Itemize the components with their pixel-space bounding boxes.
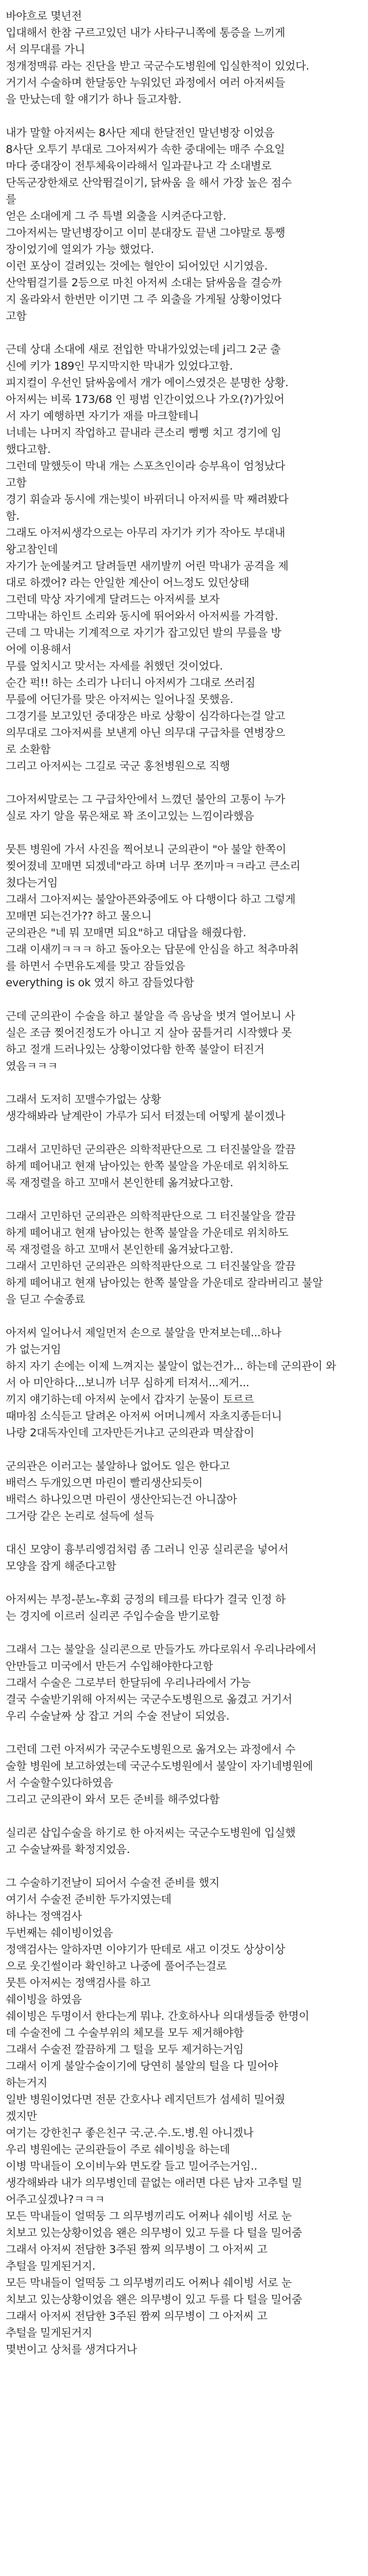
paragraph bbox=[6, 1008, 362, 1075]
text-line: 를 하면서 수면유도제를 맞고 잠들었음 bbox=[6, 960, 185, 972]
text-line: 를 bbox=[6, 193, 17, 206]
text-line: 그런데 그런 아저씨가 국군수도병원으로 옮겨오는 과정에서 수 bbox=[6, 1743, 296, 1756]
paragraph bbox=[6, 1458, 362, 1525]
text-line: 군의관은 "네 뭐 꼬매면 되요"하고 대답을 해줬다함. bbox=[6, 926, 247, 939]
text-line: 그리고 아저씨는 그길로 국군 홍천병원으로 직행 bbox=[6, 760, 230, 772]
text-line: 서 아 미안하다...보니까 너무 심하게 터져서...제거... bbox=[6, 1377, 250, 1389]
paragraph bbox=[6, 791, 362, 825]
text-line: 그거랑 같은 논리로 설득에 설득 bbox=[6, 1510, 154, 1522]
text-line: 이런 포상이 걸려있는 것에는 혈안이 되어있던 시기였음. bbox=[6, 260, 268, 272]
text-line: 록 재정렬을 하고 꼬매서 본인한테 옮겨놨다고함. bbox=[6, 1243, 233, 1256]
text-line: 아저씨 일어나서 제일먼저 손으로 불알을 만져보는데...하나 bbox=[6, 1327, 282, 1339]
text-line: everything is ok 였지 하고 잠들었다함 bbox=[6, 976, 194, 989]
text-line: 꼬매면 되는건가?? 하고 물으니 bbox=[6, 910, 152, 922]
text-line: 그아저씨말로는 그 구급차안에서 느꼈던 불안의 고통이 누가 bbox=[6, 793, 285, 806]
text-line: 바야흐로 몇년전 bbox=[6, 10, 82, 22]
text-line: 거기서 수술하며 한달동안 누워있던 과정에서 여러 아저씨들 bbox=[6, 76, 285, 89]
text-line: 경기 휘슬과 동시에 개는빛이 바뀌더니 아저씨를 막 째려봤다 bbox=[6, 493, 289, 506]
text-line: 그경기를 보고있던 중대장은 바로 상황이 심각하다는걸 알고 bbox=[6, 710, 285, 722]
text-line: 순간 퍽!! 하는 소리가 나더니 아저씨가 그대로 쓰러짐 bbox=[6, 676, 255, 689]
text-line: 하고 절개 드러나있는 상황이었다함 한쪽 불알이 터진거 bbox=[6, 1043, 264, 1056]
text-line: 그래서 고민하던 군의관은 의학적판단으로 그 터진불알을 깔끔 bbox=[6, 1210, 296, 1222]
text-line: 록 재정렬을 하고 꼬매서 본인한테 옮겨놨다고함. bbox=[6, 1176, 233, 1189]
text-line: 하는거지 bbox=[6, 2077, 48, 2089]
paragraph bbox=[6, 341, 362, 775]
text-line: 산악뜀걸기를 2등으로 마친 아저씨 소대는 닭싸움을 결승까 bbox=[6, 276, 282, 289]
paragraph bbox=[6, 1541, 362, 1575]
paragraph bbox=[6, 1875, 362, 2358]
text-line: 일반 병원이었다면 전문 간호사나 레지던트가 섬세히 밀어줬 bbox=[6, 2093, 285, 2106]
text-line: 서 자기 예행하면 자기가 재를 마크할테니 bbox=[6, 410, 199, 422]
text-line: 결국 수술받기위해 아저씨는 국군수도병원으로 옮겼고 거기서 bbox=[6, 1693, 293, 1706]
paragraph bbox=[6, 1208, 362, 1308]
text-line: 하게 떼어내고 현재 남아있는 한쪽 불알을 가운데로 잘라버리고 불알 bbox=[6, 1277, 323, 1289]
text-line: 으로 웃긴썰이라 확인하고 나중에 풀어주는걸로 bbox=[6, 1960, 227, 1973]
text-line: 생각해봐라 내가 의무병인데 끝없는 애러면 다른 남자 고추털 밀 bbox=[6, 2177, 302, 2189]
paragraph bbox=[6, 1641, 362, 1725]
text-line: 서 수술할수있다하였음 bbox=[6, 1777, 113, 1789]
text-line: 그래 이새끼ㅋㅋㅋ 하고 돌아오는 답문에 안심을 하고 척추마취 bbox=[6, 943, 299, 956]
text-line: 입대해서 한참 구르고있던 내가 사타구니쪽에 통증을 느끼게 bbox=[6, 26, 285, 39]
paragraph bbox=[6, 841, 362, 991]
text-line: 그리고 군의관이 와서 모든 준비를 해주었다함 bbox=[6, 1793, 220, 1806]
text-line: 너네는 나머지 작업하고 끝내라 큰소리 뻥뻥 치고 경기에 임 bbox=[6, 426, 282, 439]
paragraph bbox=[6, 1141, 362, 1191]
text-line: 서 의무대를 가니 bbox=[6, 43, 85, 56]
text-line: 근데 군의관이 수술을 하고 불알을 즉 음낭을 벗겨 열어보니 사 bbox=[6, 1010, 296, 1022]
text-line: 그 수술하기전날이 되어서 수술전 준비를 했지 bbox=[6, 1877, 220, 1889]
text-line: 했다고함. bbox=[6, 443, 51, 456]
text-line: 어에 이용해서 bbox=[6, 643, 72, 656]
paragraph bbox=[6, 1325, 362, 1441]
text-line: 생각해봐라 날계란이 가루가 되서 터졌는데 어떻게 붙이겠나 bbox=[6, 1110, 285, 1122]
text-line: 정액검사는 알하자면 이야기가 딴데로 새고 이것도 상상이상 bbox=[6, 1943, 285, 1956]
text-line: 우리 병원에는 군의관들이 주로 쉐이빙을 하는데 bbox=[6, 2143, 230, 2156]
text-line: 아저씨는 비록 173/68 인 평범 인간이었으나 가오(?)가있어 bbox=[6, 393, 285, 406]
paragraph bbox=[6, 1741, 362, 1808]
paragraph bbox=[6, 125, 362, 325]
text-line: 고함 bbox=[6, 476, 27, 489]
text-line: 여기서 수술전 준비한 두가지였는데 bbox=[6, 1893, 172, 1906]
text-line: 대신 모양이 흉부리엥검처럼 좀 그러니 인공 실리콘을 넣어서 bbox=[6, 1543, 289, 1556]
text-line: 어주고싶겠나?ㅋㅋㅋ bbox=[6, 2193, 105, 2206]
text-line: 대로 하겠어? 라는 안일한 계산이 어느정도 있던상태 bbox=[6, 576, 250, 589]
text-line: 치보고 있는상황이었음 왠은 의무병이 있고 두를 다 털을 밀어줌 bbox=[6, 2293, 302, 2306]
text-line: 쉐이빙은 두명이서 한다는게 뭐냐. 간호하사나 의대생들중 한명이 bbox=[6, 2010, 309, 2023]
text-line: 로 소환함 bbox=[6, 743, 51, 756]
text-line: 추털을 밀게된거지. bbox=[6, 2260, 95, 2273]
text-line: 치보고 있는상황이었음 왠은 의무병이 있고 두를 다 털을 밀어줌 bbox=[6, 2227, 302, 2239]
text-line: 뭇튼 병원에 가서 사진을 찍어보니 군의관이 "아 불알 한쪽이 bbox=[6, 843, 286, 856]
text-line: 그아저씨는 말년병장이고 이미 분대장도 끝낸 그야말로 통쨍 bbox=[6, 226, 285, 239]
text-line: 자기가 눈에불켜고 달려들면 새끼발끼 어린 막내가 공격을 제 bbox=[6, 560, 289, 572]
text-line: 무릎에 어딘가를 맞은 아저씨는 일어나질 못했음. bbox=[6, 693, 233, 706]
text-line: 군의관은 이러고는 불알하나 없어도 일은 한다고 bbox=[6, 1460, 230, 1472]
text-line: 정개정맥류 라는 진단을 받고 국군수도병원에 입실한적이 있었다. bbox=[6, 60, 309, 72]
paragraph bbox=[6, 1591, 362, 1625]
text-line: 무릎 엎치시고 맞서는 자세를 취했던 것이었다. bbox=[6, 660, 223, 672]
text-line: 배럭스 두개있으면 마린이 빨리생산되듯이 bbox=[6, 1477, 203, 1489]
text-line: 실로 자기 알을 묶은채로 꽉 조이고있는 느낌이라했음 bbox=[6, 810, 254, 822]
text-line: 안만들고 미국에서 만든거 수입해야한다고함 bbox=[6, 1660, 213, 1673]
text-line: 지 올라와서 한번만 이기면 그 주 외출을 가게될 상황이었다 bbox=[6, 293, 282, 306]
text-line: 끼지 얘기하는데 아저씨 눈에서 갑자기 눈물이 토르르 bbox=[6, 1393, 254, 1406]
text-line: 그래서 고민하던 군의관은 의학적판단으로 그 터진불알을 깔끔 bbox=[6, 1260, 296, 1272]
text-line: 그래서 이게 불알수술이기에 당연히 불알의 털을 다 밀어야 bbox=[6, 2060, 278, 2073]
text-line: 신에 키가 189인 무지막지한 막내가 있었다고함. bbox=[6, 360, 233, 372]
text-line: 그런데 말했듯이 막내 개는 스포츠인이라 승부욕이 엄청났다 bbox=[6, 460, 285, 472]
text-line: 하나는 정액검사 bbox=[6, 1910, 82, 1923]
text-line: 그래서 아저씨 전담한 3주된 짬찌 의무병이 그 아저씨 고 bbox=[6, 2243, 267, 2256]
text-line: 는 경지에 이르러 실리콘 주입수술을 받기로함 bbox=[6, 1610, 220, 1623]
text-line: 근데 그 막내는 기계적으로 자기가 잡고있던 발의 무릎을 방 bbox=[6, 626, 282, 639]
text-line: 그래서 수술전 깔끔하게 그 털을 모두 제거하는거임 bbox=[6, 2043, 244, 2056]
text-line: 여기는 강한친구 좋은친구 국.군.수.도.병.원 아니겠나 bbox=[6, 2127, 254, 2139]
text-line: 였음ㅋㅋㅋ bbox=[6, 1060, 58, 1072]
text-line: 그래서 고민하던 군의관은 의학적판단으로 그 터진불알을 깔끔 bbox=[6, 1143, 296, 1156]
text-line: 그래서 수술은 그로부터 한달뒤에 우리나라에서 가능 bbox=[6, 1677, 251, 1689]
text-line: 그래서 그는 불알을 실리콘으로 만들가도 까다로워서 우리나라에서 bbox=[6, 1643, 316, 1656]
text-line: 하지 자기 손에는 이제 느껴지는 불알이 없는건가... 하는데 군의관이 와 bbox=[6, 1360, 336, 1372]
paragraph bbox=[6, 1825, 362, 1858]
text-line: 고 수술날짜를 확정지었음. bbox=[6, 1843, 130, 1856]
text-line: 배럭스 하나있으면 마린이 생산안되는건 아니잖아 bbox=[6, 1493, 237, 1506]
text-line: 술할 병원에 보고하였는데 국군수도병원에서 불알이 자기네병원에 bbox=[6, 1760, 313, 1773]
text-line: 의무대로 그아저씨를 보낸게 아닌 의무대 구급차를 연병장으 bbox=[6, 726, 285, 739]
text-line: 나랑 2대독자인데 고자만든거냐고 군의관과 멱살잡이 bbox=[6, 1427, 254, 1439]
text-line: 그래도 아저씨생각으로는 아무리 자기가 키가 작아도 부대내 bbox=[6, 526, 285, 539]
text-line: 가 없는거임 bbox=[6, 1343, 62, 1356]
text-line: 겠지만 bbox=[6, 2110, 37, 2123]
paragraph bbox=[6, 1091, 362, 1125]
text-line: 장이었기에 열외가 가능 했었다. bbox=[6, 243, 154, 256]
text-line: 실은 조금 찢어진정도가 아니고 지 살아 꿈틀거리 시작했다 못 bbox=[6, 1026, 292, 1039]
text-line: 몇번이고 상처를 생겨다거나 bbox=[6, 2343, 137, 2356]
text-line: 추털을 밀게된거지 bbox=[6, 2327, 93, 2339]
text-line: 고함 bbox=[6, 310, 27, 322]
text-line: 두번째는 쉐이빙이었음 bbox=[6, 1927, 113, 1939]
text-line: 근데 상대 소대에 새로 전입한 막내가있었는데 j리그 2군 출 bbox=[6, 343, 281, 356]
text-line: 단독군장한채로 산악뜀걸이기, 닭싸움 을 해서 가장 높은 점수 bbox=[6, 176, 292, 189]
text-line: 그래서 도저히 꼬맬수가없는 상황 bbox=[6, 1093, 161, 1106]
text-line: 이병 막내들이 오이비누와 면도칼 들고 밀어주는거임.. bbox=[6, 2160, 258, 2173]
text-line: 하게 떼어내고 현재 남아있는 한쪽 불알을 가운데로 위치하도 bbox=[6, 1160, 289, 1172]
text-line: 피지컬이 우선인 닭싸움에서 개가 에이스였것은 분명한 상황. bbox=[6, 376, 289, 389]
text-line: 얻은 소대에게 그 주 특별 외출을 시켜준다고함. bbox=[6, 210, 227, 222]
text-line: 마다 중대장이 전투체육이라해서 일과끝나고 각 소대별로 bbox=[6, 160, 271, 172]
text-line: 그래서 아저씨 전담한 3주된 짬찌 의무병이 그 아저씨 고 bbox=[6, 2310, 267, 2323]
text-line: 쳤다는거임 bbox=[6, 876, 58, 889]
paragraph bbox=[6, 8, 362, 108]
text-line: 함. bbox=[6, 510, 20, 522]
text-line: 뭇튼 아저씨는 정액검사를 하고 bbox=[6, 1977, 151, 1989]
text-line: 모든 막내들이 얼떡둥 그 의무병끼리도 어쩌나 쉐이빙 서로 눈 bbox=[6, 2277, 292, 2289]
text-line: 그막내는 하인트 소리와 동시에 뛰어와서 아저씨를 가격함. bbox=[6, 610, 278, 622]
text-line: 왕고참인데 bbox=[6, 543, 58, 556]
text-line: 하게 떼어내고 현재 남아있는 한쪽 불알을 가운데로 위치하도 bbox=[6, 1227, 289, 1239]
text-line: 그런데 막상 자기에게 달려드는 아저씨를 보자 bbox=[6, 593, 220, 606]
text-line: 우리 수술날짜 상 잡고 거의 수술 전날이 되었음. bbox=[6, 1710, 229, 1723]
text-line: 모양을 잡게 해준다고함 bbox=[6, 1560, 117, 1572]
text-line: 8사단 오투기 부대로 그아저씨가 속한 중대에는 매주 수요일 bbox=[6, 143, 285, 156]
text-line: 데 수술전에 그 수술부위의 체모를 모두 제거해야함 bbox=[6, 2027, 244, 2039]
text-line: 쉐이빙을 하였음 bbox=[6, 1993, 82, 2006]
text-line: 실리콘 삽입수술을 하기로 한 아저씨는 국군수도병원에 입실했 bbox=[6, 1827, 296, 1839]
text-line: 아저씨는 부정-분노-후회 긍정의 테크를 타다가 결국 인정 하 bbox=[6, 1593, 286, 1606]
text-line: 을 딛고 수술종료 bbox=[6, 1293, 85, 1306]
text-line: 때마침 소식듣고 달려온 아저씨 어머니께서 자초지종듣더니 bbox=[6, 1410, 282, 1422]
text-line: 내가 말할 아저씨는 8사단 제대 한달전인 말년병장 이었음 bbox=[6, 126, 275, 139]
text-line: 찢어졌네 꼬매면 되겠네"라고 하며 너무 쪼끼마ㅋㅋ라고 큰소리 bbox=[6, 860, 301, 872]
text-line: 을 만났는데 할 얘기가 하나 들고자함. bbox=[6, 93, 182, 106]
text-line: 그래서 그아저씨는 불알아픈와중에도 아 다행이다 하고 그렇게 bbox=[6, 893, 296, 906]
text-line: 모든 막내들이 얼떡둥 그 의무병끼리도 어쩌나 쉐이빙 서로 눈 bbox=[6, 2210, 292, 2223]
